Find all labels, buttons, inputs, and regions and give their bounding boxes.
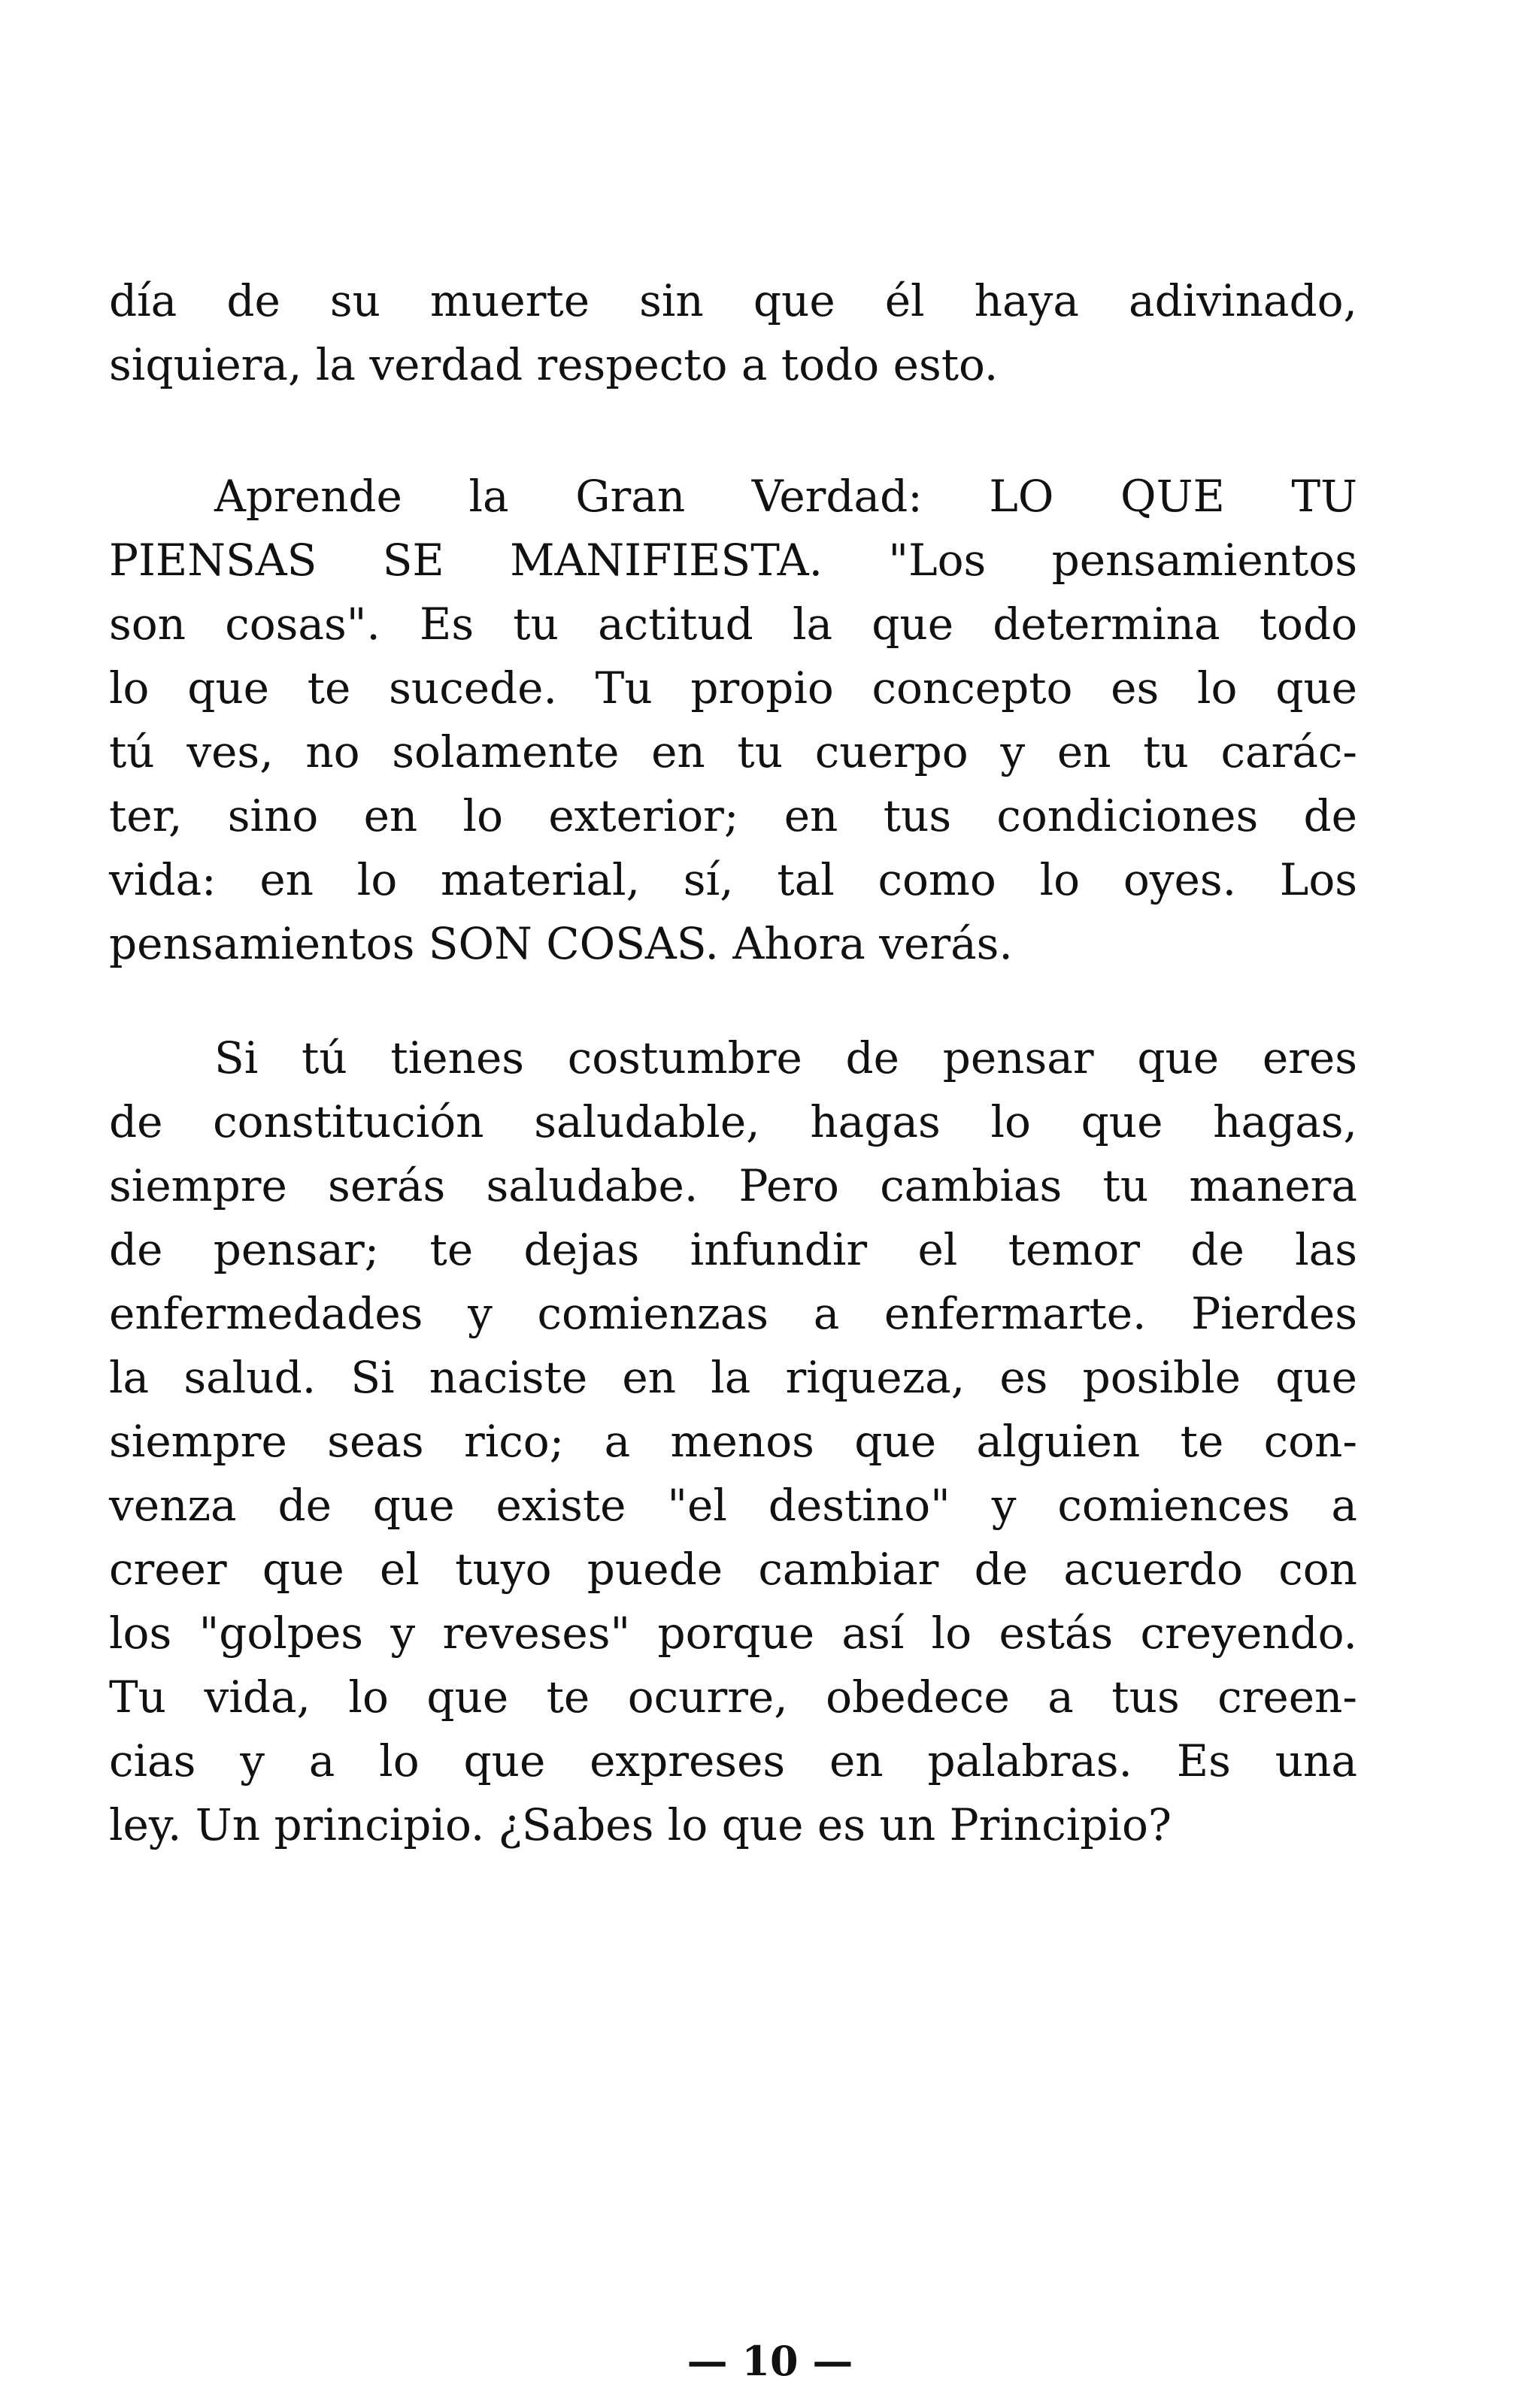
text-line: ley. Un principio. ¿Sabes lo que es un Principio?: [109, 1799, 1172, 1850]
paragraph-1: [109, 269, 1357, 397]
page-number: — 10 —: [687, 2337, 853, 2385]
text-line: lo que te sucede. Tu propio concepto es lo que: [109, 662, 1357, 714]
text-line: cias y a lo que expreses en palabras. Es una: [109, 1735, 1357, 1786]
text-line: siempre serás saludabe. Pero cambias tu manera: [109, 1160, 1357, 1211]
text-line: de pensar; te dejas infundir el temor de las: [109, 1224, 1357, 1275]
text-line: Aprende la Gran Verdad: LO QUE TU: [214, 471, 1357, 522]
text-line: vida: en lo material, sí, tal como lo oyes. Los: [109, 854, 1357, 905]
text-line: enfermedades y comienzas a enfermarte. Pierdes: [109, 1288, 1357, 1339]
text-line: siquiera, la verdad respecto a todo esto.: [109, 339, 999, 390]
text-line: los "golpes y reveses" porque así lo estás creyendo.: [109, 1608, 1357, 1659]
text-line: tú ves, no solamente en tu cuerpo y en tu carác-: [109, 726, 1357, 777]
paragraph-2: [109, 465, 1357, 976]
text-line: de constitución saludable, hagas lo que hagas,: [109, 1096, 1357, 1147]
text-line: día de su muerte sin que él haya adivinado,: [109, 275, 1357, 326]
text-line: creer que el tuyo puede cambiar de acuerdo con: [109, 1544, 1357, 1595]
text-line: siempre seas rico; a menos que alguien te con-: [109, 1416, 1357, 1467]
text-line: Si tú tienes costumbre de pensar que eres: [214, 1032, 1357, 1083]
text-line: venza de que existe "el destino" y comiences a: [109, 1480, 1357, 1531]
paragraph-3: [109, 1026, 1357, 1857]
text-line: PIENSAS SE MANIFIESTA. "Los pensamientos: [109, 535, 1357, 586]
text-line: la salud. Si naciste en la riqueza, es posible que: [109, 1352, 1357, 1403]
text-line: son cosas". Es tu actitud la que determina todo: [109, 599, 1357, 650]
text-line: ter, sino en lo exterior; en tus condiciones de: [109, 790, 1357, 841]
text-line: Tu vida, lo que te ocurre, obedece a tus creen-: [109, 1671, 1357, 1723]
text-line: pensamientos SON COSAS. Ahora verás.: [109, 918, 1013, 969]
